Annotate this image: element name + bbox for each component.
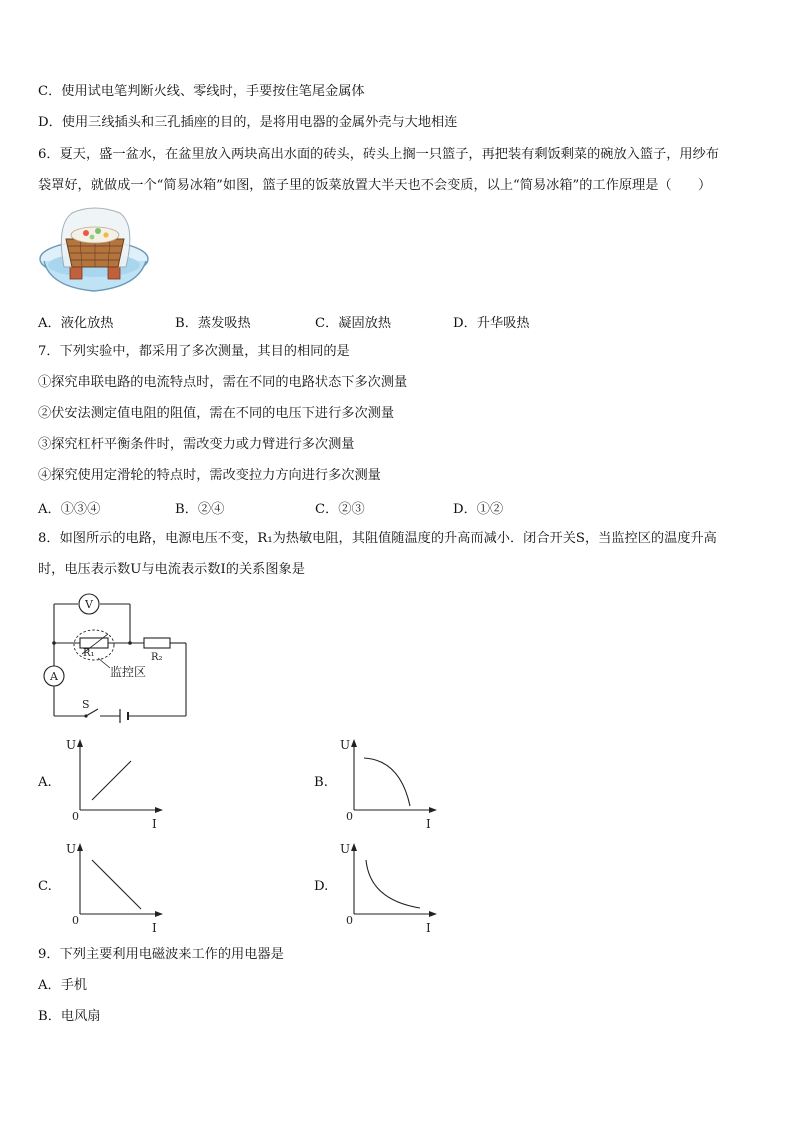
graph-c	[64, 838, 168, 938]
q8-graph-label-d: D.	[314, 879, 329, 894]
graph-d-curve	[366, 860, 420, 908]
q6-option-a: A．液化放热	[38, 316, 114, 331]
q5-option-d: D．使用三线插头和三孔插座的目的，是将用电器的金属外壳与大地相连	[38, 115, 458, 130]
q8-stem-line1: 8．如图所示的电路，电源电压不变，R₁为热敏电阻，其阻值随温度的升高而减小．闭合开关S，当监控区的温度升高	[38, 531, 717, 546]
graph-d-y-label: U	[340, 842, 351, 856]
q7-stem: 7．下列实验中，都采用了多次测量，其目的相同的是	[38, 344, 350, 359]
graph-a	[64, 734, 168, 834]
simple-fridge-illustration	[38, 205, 154, 300]
q8-graph-label-a: A.	[38, 775, 52, 790]
q6-option-c: C．凝固放热	[315, 316, 392, 331]
graph-b-x-label: I	[426, 817, 431, 831]
q8-graph-label-b: B.	[314, 775, 328, 790]
q6-option-b: B．蒸发吸热	[175, 316, 251, 331]
q6-stem-line2: 袋罩好，就做成一个“简易冰箱”如图，篮子里的饭菜放置大半天也不会变质，以上“简易冰箱”的工作原理是（ ）	[38, 178, 712, 193]
q9-option-b: B．电风扇	[38, 1009, 101, 1024]
q7-item-4: ④探究使用定滑轮的特点时，需改变拉力方向进行多次测量	[38, 468, 381, 483]
resistor-r2	[144, 638, 170, 648]
r2-label: R₂	[151, 652, 163, 663]
q7-option-d: D．①②	[453, 502, 504, 517]
resistor-r1	[80, 638, 108, 648]
graph-d	[338, 838, 442, 938]
graph-b-origin: 0	[346, 810, 353, 823]
graph-c-x-label: I	[152, 921, 157, 935]
circuit-diagram	[36, 592, 196, 724]
graph-b	[338, 734, 442, 834]
q8-stem-line2: 时，电压表示数U与电流表示数I的关系图象是	[38, 562, 305, 577]
q7-option-b: B．②④	[175, 502, 225, 517]
graph-c-origin: 0	[72, 914, 79, 927]
q7-item-3: ③探究杠杆平衡条件时，需改变力或力臂进行多次测量	[38, 437, 355, 452]
graph-a-origin: 0	[72, 810, 79, 823]
q6-option-d: D．升华吸热	[453, 316, 530, 331]
q6-stem-line1: 6．夏天，盛一盆水，在盆里放入两块高出水面的砖头，砖头上搁一只篮子，再把装有剩饭剩菜的碗放入篮子，用纱布	[38, 147, 719, 162]
voltmeter-label: V	[85, 598, 93, 611]
graph-c-curve	[92, 860, 141, 909]
graph-b-y-label: U	[340, 738, 351, 752]
graph-b-curve	[364, 758, 410, 806]
graph-d-origin: 0	[346, 914, 353, 927]
monitor-zone-label: 监控区	[110, 665, 147, 679]
graph-a-x-label: I	[152, 817, 157, 831]
graph-a-curve	[92, 761, 131, 800]
q9-option-a: A．手机	[38, 978, 88, 993]
graph-d-x-label: I	[426, 921, 431, 935]
graph-a-y-label: U	[66, 738, 77, 752]
q7-option-c: C．②③	[315, 502, 365, 517]
q7-item-2: ②伏安法测定值电阻的阻值，需在不同的电压下进行多次测量	[38, 406, 395, 421]
graph-c-y-label: U	[66, 842, 77, 856]
q7-option-a: A．①③④	[38, 502, 101, 517]
ammeter-label: A	[50, 670, 58, 683]
q7-item-1: ①探究串联电路的电流特点时，需在不同的电路状态下多次测量	[38, 375, 408, 390]
q5-option-c: C．使用试电笔判断火线、零线时，手要按住笔尾金属体	[38, 84, 365, 99]
q8-graph-label-c: C.	[38, 879, 52, 894]
switch-label: S	[82, 698, 90, 711]
q9-stem: 9．下列主要利用电磁波来工作的用电器是	[38, 947, 284, 962]
r1-label: R₁	[83, 648, 95, 659]
